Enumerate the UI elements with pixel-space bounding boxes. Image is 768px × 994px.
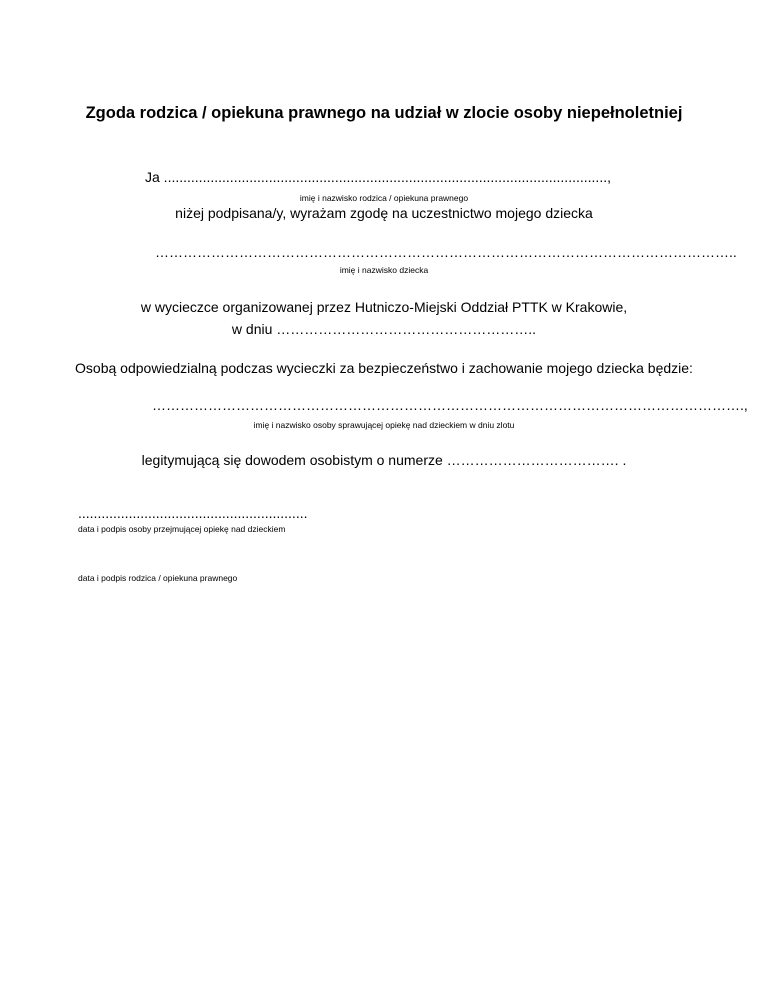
trip-organizer-line: w wycieczce organizowanej przez Hutniczo-Miejski Oddział PTTK w Krakowie, [140, 299, 628, 315]
guardian-signature-caption: data i podpis osoby przejmującej opiekę nad dzieckiem [78, 524, 286, 534]
guardian-name-caption: imię i nazwisko osoby sprawującej opiekę nad dzieckiem w dniu zlotu [253, 420, 515, 430]
guardian-name-line: ………………………………………………………………………………………………………………., [152, 397, 748, 413]
parent-signature-caption: data i podpis rodzica / opiekuna prawnego [78, 573, 238, 583]
consent-statement: niżej podpisana/y, wyrażam zgodę na uczestnictwo mojego dziecka [175, 205, 593, 221]
parent-name-caption: imię i nazwisko rodzica / opiekuna prawnego [299, 193, 469, 203]
child-name-line: …………………………………………………………………………………………………………….. [155, 244, 737, 260]
responsible-person-statement: Osobą odpowiedzialną podczas wycieczki za bezpieczeństwo i zachowanie mojego dziecka będzie: [75, 360, 693, 376]
child-name-caption: imię i nazwisko dziecka [339, 265, 429, 275]
trip-date-line: w dniu ……………………………………………….. [231, 321, 537, 337]
guardian-signature-line: ........................................................... [78, 505, 308, 521]
parent-name-line: Ja .................................................................................................................., [145, 169, 611, 185]
id-number-line: legitymującą się dowodem osobistym o numerze ………………………………. . [141, 452, 627, 468]
document-title: Zgoda rodzica / opiekuna prawnego na udział w zlocie osoby niepełnoletniej [85, 104, 683, 122]
